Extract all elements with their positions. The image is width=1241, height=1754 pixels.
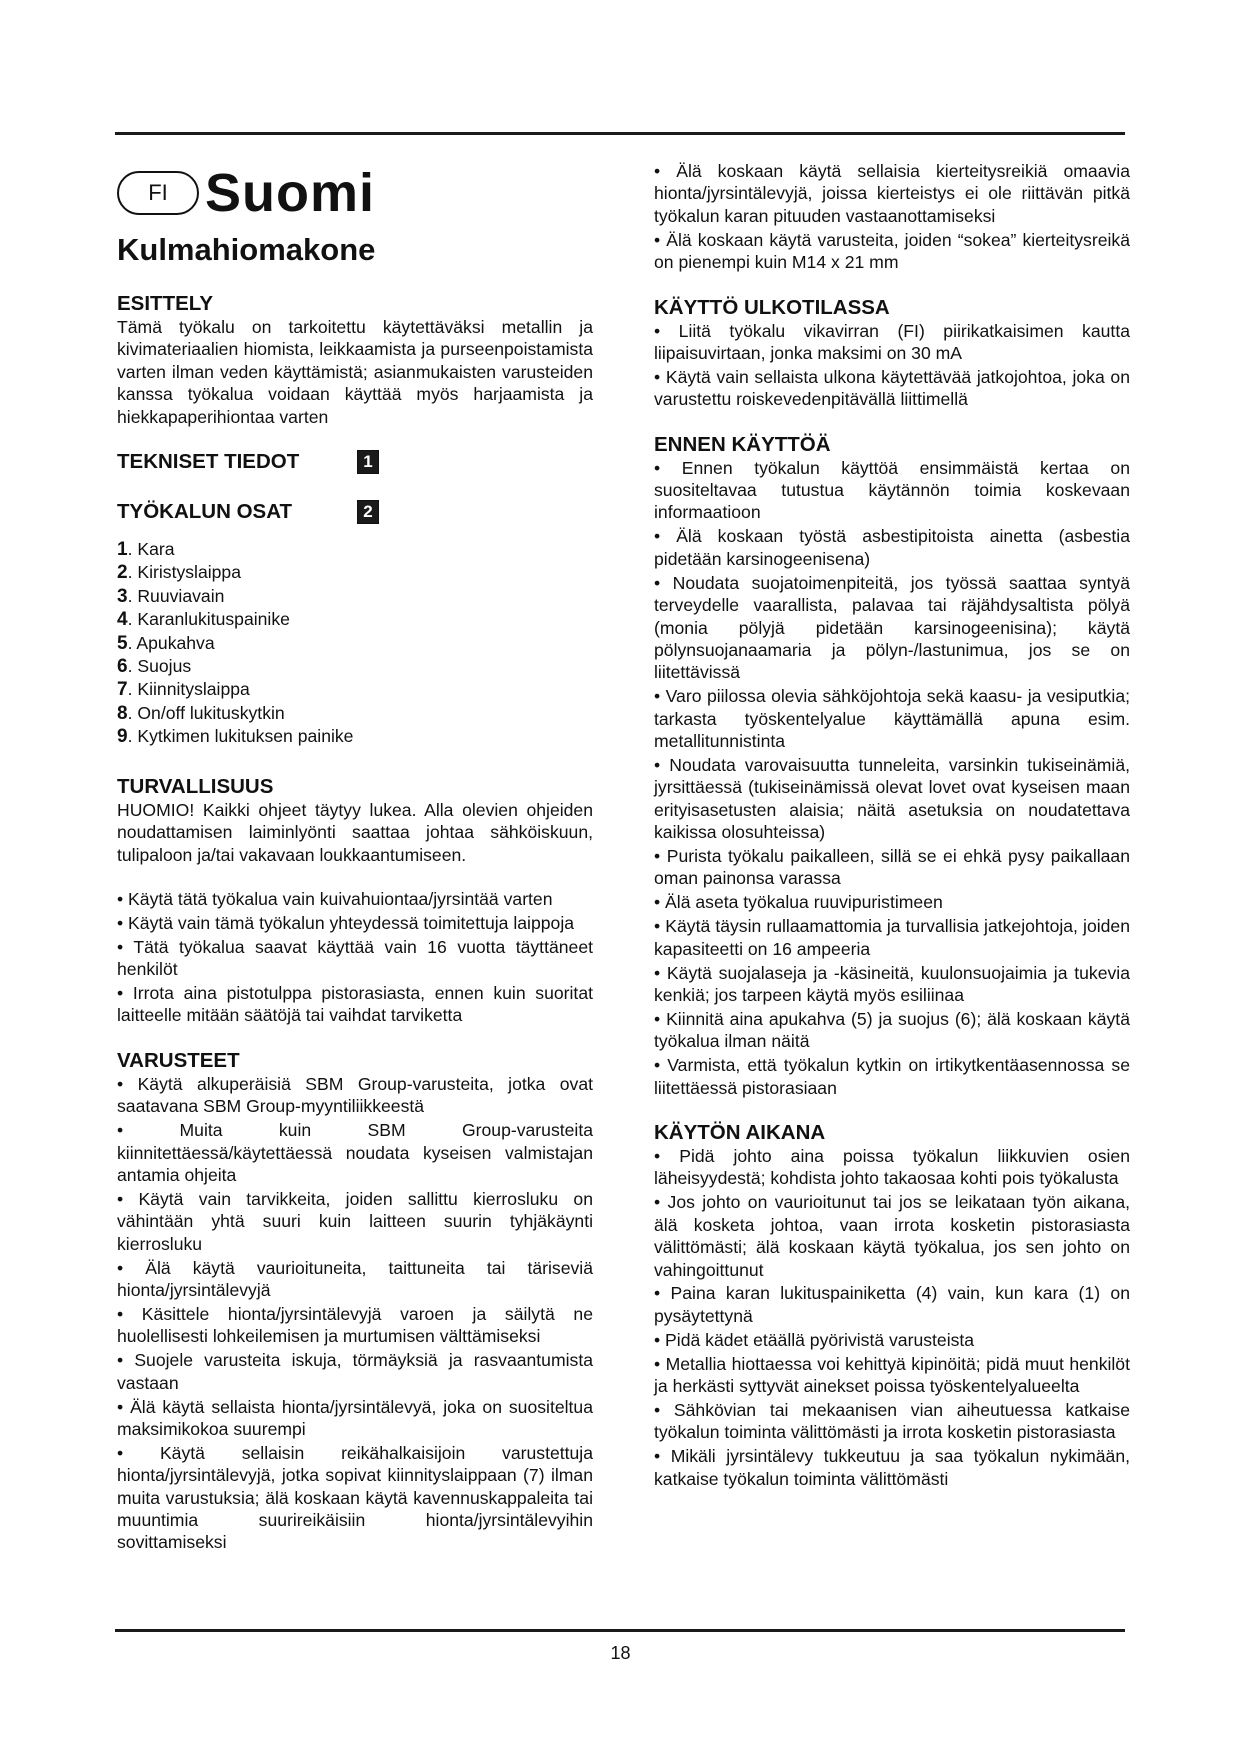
list-item: • Suojele varusteita iskuja, törmäyksiä ja rasvaantumista vastaan — [117, 1350, 593, 1393]
part-label: . Apukahva — [127, 632, 215, 653]
list-item: • Liitä työkalu vikavirran (FI) piirikatkaisimen kautta liipaisuvirtaan, jonka maksimi on 30 mA — [654, 320, 1130, 363]
section-ulkotila — [654, 296, 1130, 411]
list-item: • Noudata varovaisuutta tunneleita, varsinkin tukiseinämiä, jyrsittäessä (tukiseinämissä olevat lovet ovat kyseisen maan erityisasetusten alaisia; näitä asetuksia on noudatettava kaikissa olosuhteissa) — [654, 754, 1130, 843]
left-column — [117, 160, 593, 1576]
ennen-heading: ENNEN KÄYTTÖÄ — [654, 432, 831, 456]
part-item — [117, 538, 593, 561]
bottom-rule — [115, 1629, 1125, 1632]
part-label: . Kiinnityslaippa — [127, 679, 250, 700]
part-label: . Kara — [127, 539, 175, 560]
section-turvallisuus — [117, 775, 593, 1027]
list-item: • Älä koskaan käytä varusteita, joiden “sokea” kierteitysreikä on pienempi kuin M14 x 21 mm — [654, 229, 1130, 273]
section-esittely — [117, 292, 593, 428]
product-title: Kulmahiomakone — [117, 232, 376, 267]
list-item: • Käytä sellaisin reikähalkaisijoin varustettuja hionta/jyrsintälevyjä, jotka sopivat kiinnityslaippaan (7) ilman muita varustuksia; älä koskaan käytä kavennuskappaleita tai muuntimia suurireikäisiin hionta/jyrsintälevyihin sovittamiseksi — [117, 1442, 593, 1553]
part-label: . Karanlukituspainike — [127, 609, 290, 630]
turvallisuus-heading: TURVALLISUUS — [117, 774, 274, 798]
part-number: 7 — [117, 679, 128, 701]
right-column — [654, 160, 1130, 1512]
ulkotila-heading: KÄYTTÖ ULKOTILASSA — [654, 295, 890, 319]
part-item — [117, 678, 593, 701]
list-item: • Noudata suojatoimenpiteitä, jos työssä saattaa syntyä terveydelle vaarallista, palavaa tai räjähdysaltista pölyä (monia pölyjä pidetään karsinogeenisina); käytä pölynsuojanaamaria ja pölyn-/lastunimua, jos se on liitettävissä — [654, 572, 1130, 683]
part-number: 6 — [117, 656, 128, 678]
list-item: • Metallia hiottaessa voi kehittyä kipinöitä; pidä muut henkilöt ja herkästi syttyvät ainekset poissa työskentelyalueelta — [654, 1353, 1130, 1397]
continued-list — [654, 160, 1130, 274]
list-item: • Ennen työkalun käyttöä ensimmäistä kertaa on suositeltavaa tutustua käytännön toimia koskevaan informaatioon — [654, 457, 1130, 523]
list-item: • Käytä vain tarvikkeita, joiden sallittu kierrosluku on vähintään yhtä suuri kuin laitteen suurin tyhjäkäynti kierrosluku — [117, 1188, 593, 1254]
part-item — [117, 632, 593, 655]
list-item: • Käytä vain tämä työkalun yhteydessä toimitettuja laippoja — [117, 912, 575, 933]
list-item: • Käytä täysin rullaamattomia ja turvallisia jatkejohtoja, joiden kapasiteetti on 16 ampeeria — [654, 916, 1130, 959]
page-number: 18 — [610, 1643, 631, 1663]
language-badge: FI — [117, 171, 199, 215]
list-item: • Älä käytä sellaista hionta/jyrsintälevyä, joka on suositeltua maksimikokoa suurempi — [117, 1396, 593, 1439]
list-item: • Kiinnitä aina apukahva (5) ja suojus (6); älä koskaan käytä työkalua ilman näitä — [654, 1008, 1130, 1052]
parts-list — [117, 538, 593, 749]
aikana-list — [654, 1145, 1130, 1490]
varusteet-list — [117, 1073, 593, 1554]
part-number: 8 — [117, 702, 128, 724]
language-title: Suomi — [205, 163, 376, 223]
list-item: • Varmista, että työkalun kytkin on irtikytkentäasennossa se liitettäessä pistorasiaan — [654, 1055, 1130, 1098]
list-item: • Pidä johto aina poissa työkalun liikkuvien osien läheisyydestä; kohdista johto takaosaa kohti pois työkalusta — [654, 1146, 1130, 1189]
section-continued — [654, 160, 1130, 274]
list-item: • Käytä suojalaseja ja -käsineitä, kuulonsuojaimia ja tukevia kenkiä; jos tarpeen käytä myös esiliinaa — [654, 962, 1130, 1005]
part-number: 2 — [117, 562, 128, 584]
part-item — [117, 561, 593, 584]
part-number: 3 — [117, 585, 128, 607]
figure-ref-2: 2 — [357, 500, 379, 524]
section-ennen — [654, 433, 1130, 1099]
list-item: • Muita kuin SBM Group-varusteita kiinnitettäessä/käytettäessä noudata kyseisen valmistajan antamia ohjeita — [117, 1120, 593, 1185]
part-item — [117, 655, 593, 678]
varusteet-heading: VARUSTEET — [117, 1048, 240, 1072]
list-item: • Älä aseta työkalua ruuvipuristimeen — [654, 892, 943, 913]
list-item: • Purista työkalu paikalleen, sillä se ei ehkä pysy paikallaan oman painonsa varassa — [654, 846, 1130, 889]
tekniset-heading: TEKNISET TIEDOT — [117, 450, 300, 474]
part-label: . On/off lukituskytkin — [127, 702, 285, 723]
part-item — [117, 608, 593, 631]
part-label: . Ruuviavain — [127, 585, 225, 606]
section-tekniset — [117, 450, 379, 474]
list-item: • Jos johto on vaurioitunut tai jos se leikataan työn aikana, älä kosketa johtoa, vaan irrota kosketin pistorasiasta välittömästi; älä koskaan käytä työkalua, jos sen johto on vahingoittunut — [654, 1192, 1130, 1280]
list-item: • Käsittele hionta/jyrsintälevyjä varoen ja säilytä ne huolellisesti lohkeilemisen ja murtumisen välttämiseksi — [117, 1303, 593, 1347]
section-varusteet — [117, 1049, 593, 1554]
section-aikana — [654, 1121, 1130, 1490]
esittely-text: Tämä työkalu on tarkoitettu käytettäväksi metallin ja kivimateriaalien hiomista, leikkaamista ja purseenpoistamista varten ilman veden käyttämistä; asianmukaisten varusteiden kanssa työkalua voidaan käyttää myös harjaamista ja hiekkapaperihiontaa varten — [117, 317, 593, 427]
figure-ref-1: 1 — [357, 450, 379, 474]
list-item: • Paina karan lukituspainiketta (4) vain, kun kara (1) on pysäytettynä — [654, 1283, 1130, 1326]
part-label: . Suojus — [127, 656, 192, 677]
list-item: • Älä käytä vaurioituneita, taittuneita tai täriseviä hionta/jyrsintälevyjä — [117, 1257, 593, 1300]
part-item — [117, 702, 593, 725]
list-item: • Käytä tätä työkalua vain kuivahuiontaa/jyrsintää varten — [117, 888, 553, 909]
ulkotila-list — [654, 320, 1130, 411]
part-number: 9 — [117, 726, 128, 748]
part-number: 4 — [117, 609, 128, 631]
list-item: • Älä koskaan työstä asbestipitoista ainetta (asbestia pidetään karsinogeenisena) — [654, 526, 1130, 569]
part-number: 5 — [117, 632, 128, 654]
ennen-list — [654, 457, 1130, 1099]
list-item: • Varo piilossa olevia sähköjohtoja sekä kaasu- ja vesiputkia; tarkasta työskentelyalue käyttämällä apuna esim. metallitunnistinta — [654, 686, 1130, 752]
turvallisuus-list — [117, 888, 593, 1027]
esittely-heading: ESITTELY — [117, 292, 214, 315]
osat-heading: TYÖKALUN OSAT — [117, 500, 293, 524]
part-item — [117, 585, 593, 608]
list-item: • Irrota aina pistotulppa pistorasiasta, ennen kuin suoritat laitteelle mitään säätöjä tai vaihdat tarviketta — [117, 983, 593, 1026]
list-item: • Pidä kädet etäällä pyörivistä varusteista — [654, 1329, 975, 1350]
part-item — [117, 725, 593, 748]
section-osat — [117, 500, 379, 524]
list-item: • Tätä työkalua saavat käyttää vain 16 vuotta täyttäneet henkilöt — [117, 936, 593, 980]
list-item: • Mikäli jyrsintälevy tukkeutuu ja saa työkalun nykimään, katkaise työkalun toiminta välittömästi — [654, 1446, 1130, 1489]
part-label: . Kytkimen lukituksen painike — [127, 726, 354, 747]
top-rule — [115, 132, 1125, 135]
list-item: • Käytä vain sellaista ulkona käytettävää jatkojohtoa, joka on varustettu roiskevedenpitävällä liittimellä — [654, 366, 1130, 410]
aikana-heading: KÄYTÖN AIKANA — [654, 1121, 826, 1145]
turvallisuus-intro: HUOMIO! Kaikki ohjeet täytyy lukea. Alla olevien ohjeiden noudattamisen laiminlyönti saattaa johtaa sähköiskuun, tulipaloon ja/tai vakavaan loukkaantumiseen. — [117, 799, 593, 865]
list-item: • Sähkövian tai mekaanisen vian aiheutuessa katkaise työkalun toiminta välittömästi ja irrota kosketin pistorasiasta — [654, 1400, 1130, 1443]
list-item: • Älä koskaan käytä sellaisia kierteitysreikiä omaavia hionta/jyrsintälevyjä, joissa kierteistys ei ole riittävän pitkä työkalun karan pituuden vastaanottamiseksi — [654, 161, 1130, 226]
language-header — [117, 162, 593, 224]
part-number: 1 — [117, 539, 128, 561]
part-label: . Kiristyslaippa — [127, 562, 242, 583]
list-item: • Käytä alkuperäisiä SBM Group-varusteita, jotka ovat saatavana SBM Group-myyntiliikkeestä — [117, 1073, 593, 1117]
